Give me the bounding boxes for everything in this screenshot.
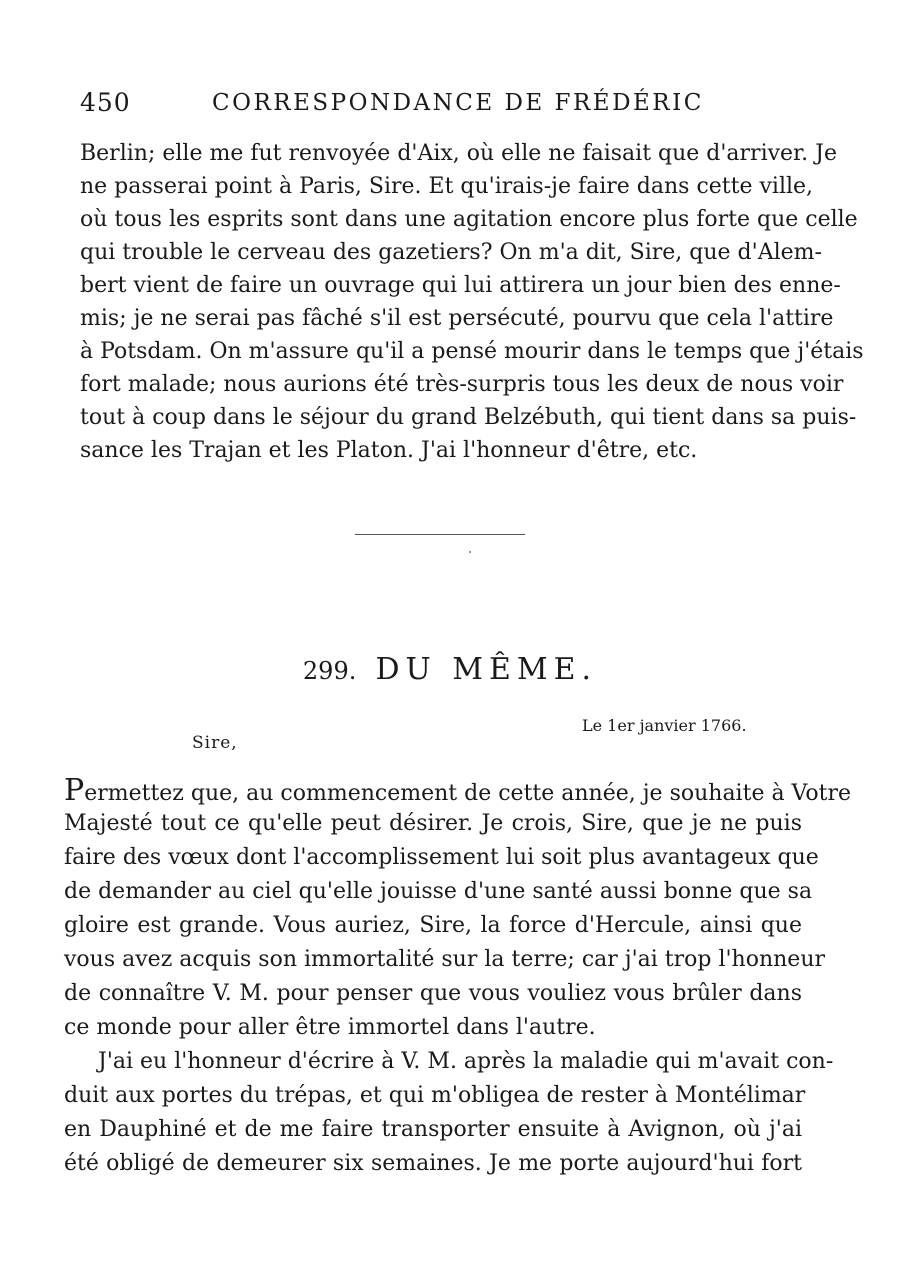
text-line: mis; je ne serai pas fâché s'il est persécuté, pourvu que cela l'attire bbox=[80, 306, 834, 331]
text-line: J'ai eu l'honneur d'écrire à V. M. après la maladie qui m'avait con- bbox=[98, 1049, 834, 1074]
text-line: Berlin; elle me fut renvoyée d'Aix, où elle ne faisait que d'arriver. Je bbox=[80, 141, 837, 166]
text-line-first bbox=[64, 773, 852, 808]
text-line: faire des vœux dont l'accomplissement lui soit plus avantageux que bbox=[64, 845, 819, 870]
salutation: Sire, bbox=[192, 733, 238, 753]
text-line: en Dauphiné et de me faire transporter ensuite à Avignon, où j'ai bbox=[64, 1117, 802, 1142]
section-divider bbox=[355, 534, 525, 535]
text-line-rest: ermettez que, au commencement de cette année, je souhaite à Votre bbox=[84, 781, 852, 806]
text-line: ne passerai point à Paris, Sire. Et qu'irais-je faire dans cette ville, bbox=[80, 174, 814, 199]
text-line: fort malade; nous aurions été très-surpris tous les deux de nous voir bbox=[80, 372, 844, 397]
text-line: tout à coup dans le séjour du grand Belzébuth, qui tient dans sa puis- bbox=[80, 405, 857, 430]
text-line: vous avez acquis son immortalité sur la terre; car j'ai trop l'honneur bbox=[64, 947, 825, 972]
text-line: duit aux portes du trépas, et qui m'obligea de rester à Montélimar bbox=[64, 1083, 806, 1108]
text-line: gloire est grande. Vous auriez, Sire, la force d'Hercule, ainsi que bbox=[64, 913, 802, 938]
letter-number: 299. bbox=[302, 657, 357, 685]
text-line: sance les Trajan et les Platon. J'ai l'honneur d'être, etc. bbox=[80, 438, 698, 463]
running-title: CORRESPONDANCE DE FRÉDÉRIC bbox=[212, 90, 704, 116]
text-line: été obligé de demeurer six semaines. Je me porte aujourd'hui fort bbox=[64, 1151, 802, 1176]
text-line: de connaître V. M. pour penser que vous vouliez vous brûler dans bbox=[64, 981, 802, 1006]
drop-cap: P bbox=[64, 773, 85, 808]
text-line: où tous les esprits sont dans une agitation encore plus forte que celle bbox=[80, 207, 858, 232]
text-line: ce monde pour aller être immortel dans l'autre. bbox=[64, 1015, 596, 1040]
running-head bbox=[80, 88, 730, 124]
page-number: 450 bbox=[80, 88, 131, 117]
text-line: de demander au ciel qu'elle jouisse d'une santé aussi bonne que sa bbox=[64, 879, 813, 904]
letter-title: DU MÊME. bbox=[375, 652, 598, 687]
text-line: Majesté tout ce qu'elle peut désirer. Je crois, Sire, que je ne puis bbox=[64, 811, 802, 836]
letter-date: Le 1er janvier 1766. bbox=[582, 716, 747, 735]
text-line: bert vient de faire un ouvrage qui lui attirera un jour bien des enne- bbox=[80, 273, 841, 298]
divider-speck bbox=[469, 551, 471, 553]
text-line: à Potsdam. On m'assure qu'il a pensé mourir dans le temps que j'étais bbox=[80, 339, 864, 364]
letter-heading bbox=[0, 652, 900, 687]
text-line: qui trouble le cerveau des gazetiers? On m'a dit, Sire, que d'Alem- bbox=[80, 240, 822, 265]
